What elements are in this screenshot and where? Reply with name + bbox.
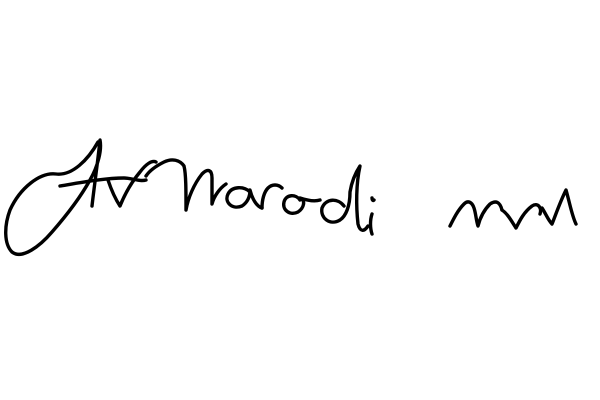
signature-stroke-initial-loop (6, 140, 101, 254)
signature-stroke-o (284, 196, 320, 214)
signature-stroke-a (227, 188, 262, 208)
handwritten-signature (6, 140, 576, 254)
signature-stroke-n (450, 202, 502, 226)
signature-stroke-v-trailing (542, 190, 576, 224)
signature-stroke-v (108, 161, 156, 206)
signature-stroke-i-dot (372, 198, 374, 200)
signature-stroke-r (262, 185, 282, 208)
signature-stroke-d (322, 166, 368, 230)
signature-stroke-i (371, 214, 373, 234)
signature-stroke-o-trailing (502, 205, 541, 228)
signature-stroke-capital-m (146, 160, 226, 210)
